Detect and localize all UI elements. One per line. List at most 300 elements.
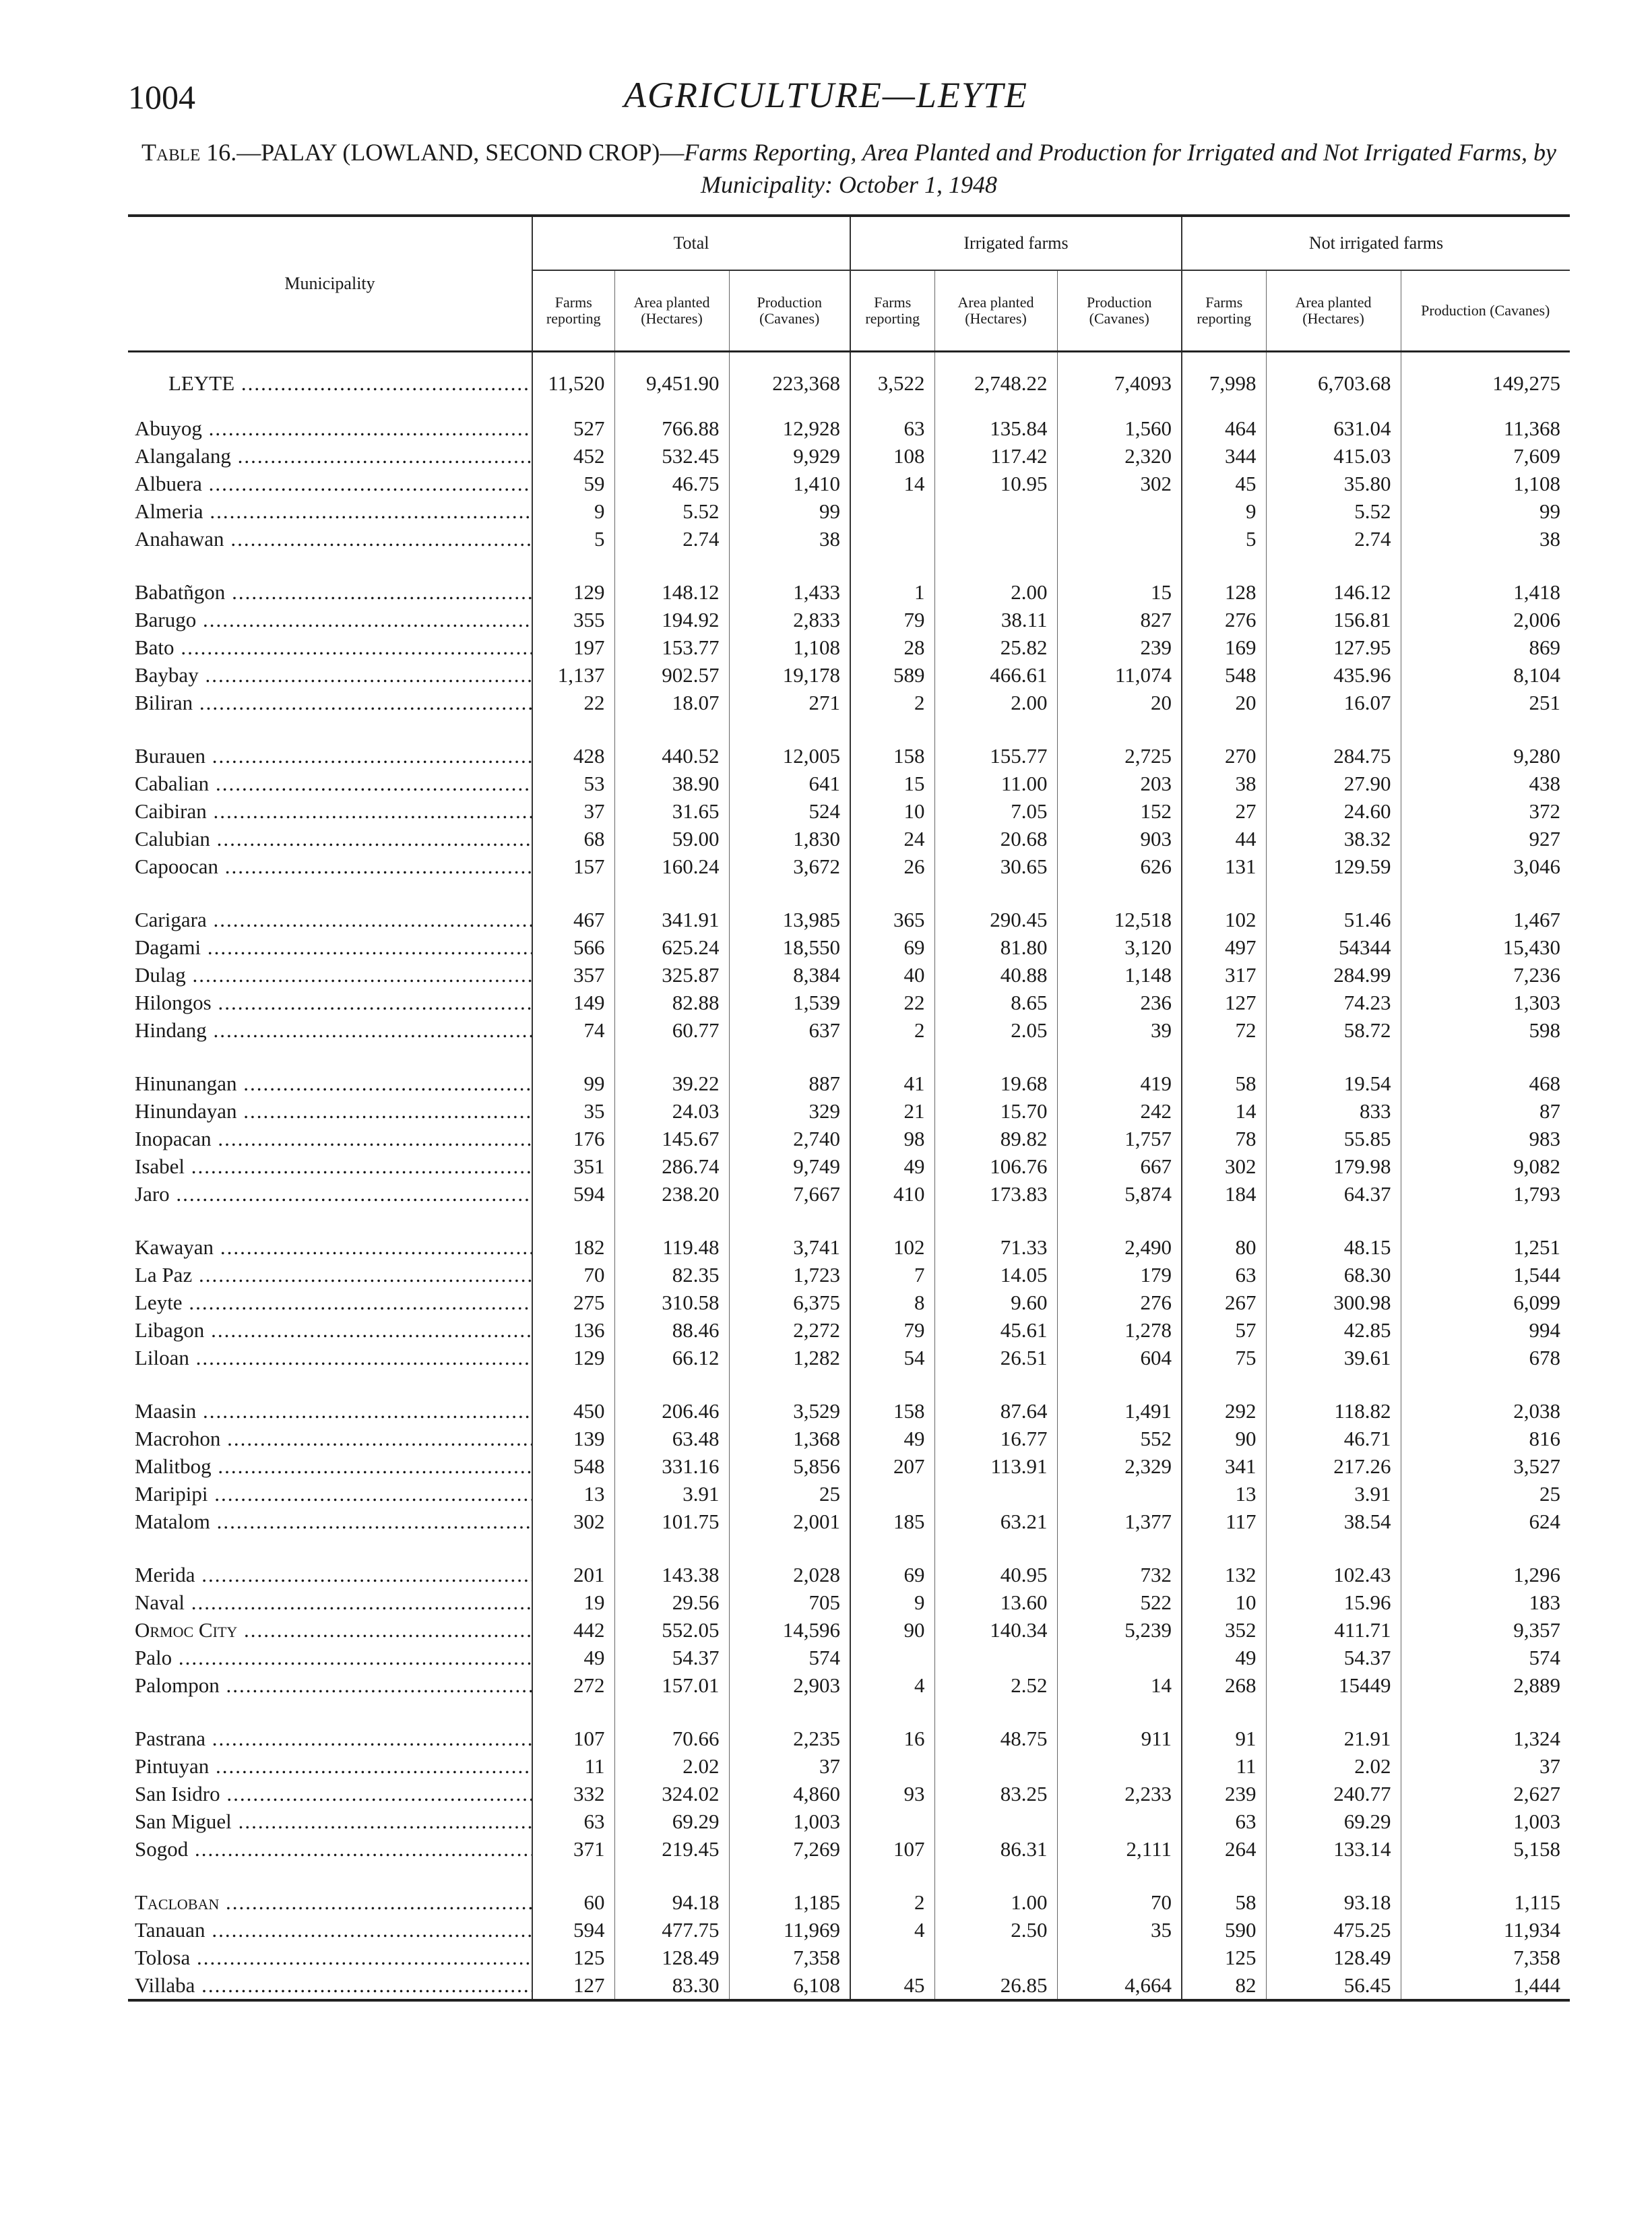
table-cell: 7.05 bbox=[934, 797, 1057, 825]
table-cell: 3,527 bbox=[1401, 1452, 1570, 1480]
table-cell: 589 bbox=[850, 661, 934, 689]
table-row bbox=[128, 1971, 1570, 2000]
table-cell: 276 bbox=[1057, 1289, 1182, 1316]
table-cell: 2,740 bbox=[729, 1125, 850, 1152]
table-row bbox=[128, 1752, 1570, 1780]
table-cell: 14,596 bbox=[729, 1616, 850, 1644]
table-cell: 641 bbox=[729, 770, 850, 797]
table-cell: 911 bbox=[1057, 1699, 1182, 1752]
table-cell: 99 bbox=[729, 497, 850, 525]
table-row bbox=[128, 1097, 1570, 1125]
municipality-name: Jaro ..... bbox=[128, 1180, 532, 1208]
table-cell: 590 bbox=[1182, 1916, 1266, 1944]
table-cell: 2.74 bbox=[614, 525, 729, 553]
table-cell: 39.61 bbox=[1266, 1344, 1401, 1371]
table-cell: 37 bbox=[532, 797, 614, 825]
table-cell: 833 bbox=[1266, 1097, 1401, 1125]
municipality-name: Baybay ..... bbox=[128, 661, 532, 689]
table-cell: 21 bbox=[850, 1097, 934, 1125]
table-cell: 93 bbox=[850, 1780, 934, 1808]
municipality-name: Alangalang ..... bbox=[128, 442, 532, 470]
table-cell: 2,833 bbox=[729, 606, 850, 634]
table-cell: 467 bbox=[532, 880, 614, 933]
table-title: —PALAY (LOWLAND, SECOND CROP)— bbox=[236, 139, 685, 166]
table-cell bbox=[1057, 497, 1182, 525]
table-cell: 156.81 bbox=[1266, 606, 1401, 634]
table-cell: 16.77 bbox=[934, 1425, 1057, 1452]
table-cell: 48.15 bbox=[1266, 1208, 1401, 1261]
table-cell: 135.84 bbox=[934, 414, 1057, 442]
table-cell: 452 bbox=[532, 442, 614, 470]
table-cell: 371 bbox=[532, 1835, 614, 1863]
table-cell: 20 bbox=[1182, 689, 1266, 716]
table-cell bbox=[1057, 1752, 1182, 1780]
table-cell: 2.02 bbox=[1266, 1752, 1401, 1780]
table-caption bbox=[128, 136, 1570, 201]
table-cell: 25 bbox=[1401, 1480, 1570, 1508]
table-cell: 527 bbox=[532, 414, 614, 442]
table-cell bbox=[850, 497, 934, 525]
total-name: LEYTE ..... bbox=[128, 352, 532, 415]
table-cell: 94.18 bbox=[614, 1863, 729, 1916]
table-row bbox=[128, 1699, 1570, 1752]
table-cell: 2.74 bbox=[1266, 525, 1401, 553]
table-cell: 5,239 bbox=[1057, 1616, 1182, 1644]
table-cell: 3,672 bbox=[729, 853, 850, 880]
table-cell: 1,467 bbox=[1401, 880, 1570, 933]
municipality-name: Maripipi ..... bbox=[128, 1480, 532, 1508]
table-cell: 70.66 bbox=[614, 1699, 729, 1752]
table-cell: 81.80 bbox=[934, 933, 1057, 961]
table-cell: 341.91 bbox=[614, 880, 729, 933]
table-cell: 87 bbox=[1401, 1097, 1570, 1125]
municipality-name: Liloan ..... bbox=[128, 1344, 532, 1371]
table-row bbox=[128, 606, 1570, 634]
table-cell: 102 bbox=[850, 1208, 934, 1261]
table-cell: 1,410 bbox=[729, 470, 850, 497]
table-cell: 11,969 bbox=[729, 1916, 850, 1944]
table-cell: 5,874 bbox=[1057, 1180, 1182, 1208]
table-cell: 20.68 bbox=[934, 825, 1057, 853]
table-cell: 2.02 bbox=[614, 1752, 729, 1780]
table-cell: 72 bbox=[1182, 1016, 1266, 1044]
table-cell: 39.22 bbox=[614, 1044, 729, 1097]
total-cell: 9,451.90 bbox=[614, 352, 729, 415]
table-cell: 143.38 bbox=[614, 1535, 729, 1588]
table-cell: 14.05 bbox=[934, 1261, 1057, 1289]
table-cell: 60.77 bbox=[614, 1016, 729, 1044]
municipality-name: Hinunangan ..... bbox=[128, 1044, 532, 1097]
table-cell: 271 bbox=[729, 689, 850, 716]
table-row bbox=[128, 1425, 1570, 1452]
table-cell: 13 bbox=[532, 1480, 614, 1508]
table-cell: 86.31 bbox=[934, 1835, 1057, 1863]
table-cell bbox=[934, 1644, 1057, 1671]
table-cell: 4 bbox=[850, 1916, 934, 1944]
table-cell: 20 bbox=[1057, 689, 1182, 716]
table-row bbox=[128, 1780, 1570, 1808]
table-cell: 14 bbox=[1057, 1671, 1182, 1699]
table-cell: 983 bbox=[1401, 1125, 1570, 1152]
table-row bbox=[128, 1480, 1570, 1508]
table-cell: 1,148 bbox=[1057, 961, 1182, 989]
table-cell: 310.58 bbox=[614, 1289, 729, 1316]
municipality-name: Hinundayan ..... bbox=[128, 1097, 532, 1125]
table-cell: 344 bbox=[1182, 442, 1266, 470]
table-cell: 552.05 bbox=[614, 1616, 729, 1644]
table-cell: 183 bbox=[1401, 1588, 1570, 1616]
municipality-name: Maasin ..... bbox=[128, 1371, 532, 1425]
table-cell: 8.65 bbox=[934, 989, 1057, 1016]
table-cell: 1,251 bbox=[1401, 1208, 1570, 1261]
table-cell: 46.75 bbox=[614, 470, 729, 497]
table-cell bbox=[850, 1944, 934, 1971]
municipality-name: Calubian ..... bbox=[128, 825, 532, 853]
table-row bbox=[128, 634, 1570, 661]
table-cell: 902.57 bbox=[614, 661, 729, 689]
municipality-name: Babatñgon ..... bbox=[128, 553, 532, 606]
col-header-farms: Farms reporting bbox=[532, 270, 614, 352]
table-cell: 99 bbox=[532, 1044, 614, 1097]
table-cell: 82.88 bbox=[614, 989, 729, 1016]
table-cell: 15.96 bbox=[1266, 1588, 1401, 1616]
municipality-name: Anahawan ..... bbox=[128, 525, 532, 553]
table-row bbox=[128, 933, 1570, 961]
table-cell: 157.01 bbox=[614, 1671, 729, 1699]
table-cell: 63 bbox=[532, 1808, 614, 1835]
table-cell: 450 bbox=[532, 1371, 614, 1425]
table-row bbox=[128, 689, 1570, 716]
table-cell: 8 bbox=[850, 1289, 934, 1316]
table-cell bbox=[934, 497, 1057, 525]
table-cell: 637 bbox=[729, 1016, 850, 1044]
table-row bbox=[128, 961, 1570, 989]
table-cell: 118.82 bbox=[1266, 1371, 1401, 1425]
table-cell: 38.11 bbox=[934, 606, 1057, 634]
table-cell: 131 bbox=[1182, 853, 1266, 880]
municipality-name: Sogod ..... bbox=[128, 1835, 532, 1863]
table-cell: 275 bbox=[532, 1289, 614, 1316]
table-cell: 66.12 bbox=[614, 1344, 729, 1371]
table-cell: 419 bbox=[1057, 1044, 1182, 1097]
table-cell: 6,375 bbox=[729, 1289, 850, 1316]
table-cell: 3,046 bbox=[1401, 853, 1570, 880]
table-cell: 26.85 bbox=[934, 1971, 1057, 2000]
table-row bbox=[128, 1588, 1570, 1616]
table-row bbox=[128, 1208, 1570, 1261]
table-cell: 90 bbox=[1182, 1425, 1266, 1452]
table-cell: 9,929 bbox=[729, 442, 850, 470]
table-cell: 2,889 bbox=[1401, 1671, 1570, 1699]
table-row bbox=[128, 1044, 1570, 1097]
table-row bbox=[128, 1261, 1570, 1289]
table-cell: 19.68 bbox=[934, 1044, 1057, 1097]
table-cell: 51.46 bbox=[1266, 880, 1401, 933]
table-cell: 12,518 bbox=[1057, 880, 1182, 933]
table-cell: 1,185 bbox=[729, 1863, 850, 1916]
table-cell: 74 bbox=[532, 1016, 614, 1044]
table-cell: 332 bbox=[532, 1780, 614, 1808]
table-row bbox=[128, 525, 1570, 553]
municipality-name: Hilongos ..... bbox=[128, 989, 532, 1016]
table-cell: 128 bbox=[1182, 553, 1266, 606]
table-cell: 267 bbox=[1182, 1289, 1266, 1316]
table-number: Table 16. bbox=[141, 139, 237, 166]
table-row bbox=[128, 497, 1570, 525]
table-cell: 127.95 bbox=[1266, 634, 1401, 661]
table-cell: 11.00 bbox=[934, 770, 1057, 797]
table-cell: 70 bbox=[1057, 1863, 1182, 1916]
table-cell: 113.91 bbox=[934, 1452, 1057, 1480]
table-cell: 63 bbox=[850, 414, 934, 442]
table-cell: 1,368 bbox=[729, 1425, 850, 1452]
table-cell: 869 bbox=[1401, 634, 1570, 661]
table-cell: 140.34 bbox=[934, 1616, 1057, 1644]
table-cell: 129 bbox=[532, 553, 614, 606]
table-cell: 133.14 bbox=[1266, 1835, 1401, 1863]
table-cell: 7 bbox=[850, 1261, 934, 1289]
table-cell: 927 bbox=[1401, 825, 1570, 853]
table-cell: 22 bbox=[532, 689, 614, 716]
table-cell: 2,627 bbox=[1401, 1780, 1570, 1808]
table-cell: 236 bbox=[1057, 989, 1182, 1016]
table-cell: 35 bbox=[532, 1097, 614, 1125]
table-cell: 428 bbox=[532, 716, 614, 770]
table-cell: 88.46 bbox=[614, 1316, 729, 1344]
total-cell: 223,368 bbox=[729, 352, 850, 415]
table-cell: 80 bbox=[1182, 1208, 1266, 1261]
table-cell: 87.64 bbox=[934, 1371, 1057, 1425]
table-cell: 15 bbox=[850, 770, 934, 797]
municipality-name: Leyte ..... bbox=[128, 1289, 532, 1316]
table-cell: 102 bbox=[1182, 880, 1266, 933]
table-cell: 2,028 bbox=[729, 1535, 850, 1588]
table-cell: 2,490 bbox=[1057, 1208, 1182, 1261]
table-cell: 207 bbox=[850, 1452, 934, 1480]
table-cell: 11 bbox=[1182, 1752, 1266, 1780]
table-cell: 129.59 bbox=[1266, 853, 1401, 880]
table-cell: 203 bbox=[1057, 770, 1182, 797]
table-cell: 54.37 bbox=[614, 1644, 729, 1671]
table-cell: 70 bbox=[532, 1261, 614, 1289]
table-row bbox=[128, 1916, 1570, 1944]
municipality-name: Almeria ..... bbox=[128, 497, 532, 525]
table-cell: 63.21 bbox=[934, 1508, 1057, 1535]
table-cell: 2.00 bbox=[934, 553, 1057, 606]
table-cell: 475.25 bbox=[1266, 1916, 1401, 1944]
table-cell: 201 bbox=[532, 1535, 614, 1588]
table-cell bbox=[1057, 1808, 1182, 1835]
table-row bbox=[128, 553, 1570, 606]
table-cell: 1,108 bbox=[1401, 470, 1570, 497]
table-row bbox=[128, 1863, 1570, 1916]
table-cell: 44 bbox=[1182, 825, 1266, 853]
page-title: AGRICULTURE—LEYTE bbox=[624, 75, 1028, 115]
table-cell: 106.76 bbox=[934, 1152, 1057, 1180]
municipality-header: Municipality bbox=[128, 216, 532, 352]
table-cell: 264 bbox=[1182, 1835, 1266, 1863]
table-cell: 125 bbox=[532, 1944, 614, 1971]
table-cell: 75 bbox=[1182, 1344, 1266, 1371]
table-cell: 270 bbox=[1182, 716, 1266, 770]
table-cell: 217.26 bbox=[1266, 1452, 1401, 1480]
table-cell: 351 bbox=[532, 1152, 614, 1180]
palay-table bbox=[128, 214, 1570, 2002]
municipality-name: San Isidro ..... bbox=[128, 1780, 532, 1808]
table-cell: 129 bbox=[532, 1344, 614, 1371]
group-header-total: Total bbox=[532, 216, 850, 270]
table-row bbox=[128, 414, 1570, 442]
table-cell: 548 bbox=[532, 1452, 614, 1480]
table-cell: 45 bbox=[1182, 470, 1266, 497]
table-cell: 64.37 bbox=[1266, 1180, 1401, 1208]
table-cell: 324.02 bbox=[614, 1780, 729, 1808]
table-cell: 117.42 bbox=[934, 442, 1057, 470]
total-cell: 2,748.22 bbox=[934, 352, 1057, 415]
table-cell: 8,384 bbox=[729, 961, 850, 989]
table-cell: 15449 bbox=[1266, 1671, 1401, 1699]
municipality-name: Burauen ..... bbox=[128, 716, 532, 770]
table-cell: 624 bbox=[1401, 1508, 1570, 1535]
table-cell: 15,430 bbox=[1401, 933, 1570, 961]
table-cell: 331.16 bbox=[614, 1452, 729, 1480]
table-cell: 2,111 bbox=[1057, 1835, 1182, 1863]
table-cell: 574 bbox=[729, 1644, 850, 1671]
table-cell: 272 bbox=[532, 1671, 614, 1699]
table-cell: 1,108 bbox=[729, 634, 850, 661]
municipality-name: Libagon ..... bbox=[128, 1316, 532, 1344]
table-cell: 38 bbox=[729, 525, 850, 553]
municipality-name: Caibiran ..... bbox=[128, 797, 532, 825]
col-header-farms: Farms reporting bbox=[1182, 270, 1266, 352]
table-cell: 497 bbox=[1182, 933, 1266, 961]
municipality-name: Villaba ..... bbox=[128, 1971, 532, 2000]
table-cell: 4 bbox=[850, 1671, 934, 1699]
table-cell: 63.48 bbox=[614, 1425, 729, 1452]
table-row bbox=[128, 1371, 1570, 1425]
table-cell: 184 bbox=[1182, 1180, 1266, 1208]
table-cell: 5,158 bbox=[1401, 1835, 1570, 1863]
table-row bbox=[128, 853, 1570, 880]
municipality-name: Inopacan ..... bbox=[128, 1125, 532, 1152]
table-cell: 69 bbox=[850, 933, 934, 961]
table-cell: 9 bbox=[850, 1588, 934, 1616]
col-header-area: Area planted (Hectares) bbox=[1266, 270, 1401, 352]
table-cell: 239 bbox=[1182, 1780, 1266, 1808]
table-row bbox=[128, 1808, 1570, 1835]
table-cell: 598 bbox=[1401, 1016, 1570, 1044]
table-row bbox=[128, 1535, 1570, 1588]
table-cell: 91 bbox=[1182, 1699, 1266, 1752]
table-cell: 2.52 bbox=[934, 1671, 1057, 1699]
table-cell: 78 bbox=[1182, 1125, 1266, 1152]
table-cell: 1,282 bbox=[729, 1344, 850, 1371]
table-row bbox=[128, 797, 1570, 825]
table-cell: 158 bbox=[850, 1371, 934, 1425]
table-cell: 63 bbox=[1182, 1808, 1266, 1835]
table-cell: 705 bbox=[729, 1588, 850, 1616]
table-cell: 39 bbox=[1057, 1016, 1182, 1044]
table-cell: 5 bbox=[532, 525, 614, 553]
table-cell: 290.45 bbox=[934, 880, 1057, 933]
table-cell: 19,178 bbox=[729, 661, 850, 689]
table-cell: 302 bbox=[1182, 1152, 1266, 1180]
table-cell: 532.45 bbox=[614, 442, 729, 470]
table-cell: 372 bbox=[1401, 797, 1570, 825]
table-cell: 160.24 bbox=[614, 853, 729, 880]
table-cell: 268 bbox=[1182, 1671, 1266, 1699]
total-cell: 6,703.68 bbox=[1266, 352, 1401, 415]
table-cell: 41 bbox=[850, 1044, 934, 1097]
table-cell: 292 bbox=[1182, 1371, 1266, 1425]
table-cell: 56.45 bbox=[1266, 1971, 1401, 2000]
table-cell: 148.12 bbox=[614, 553, 729, 606]
table-cell: 119.48 bbox=[614, 1208, 729, 1261]
table-cell bbox=[934, 525, 1057, 553]
table-cell: 206.46 bbox=[614, 1371, 729, 1425]
table-cell: 38 bbox=[1401, 525, 1570, 553]
table-cell: 329 bbox=[729, 1097, 850, 1125]
table-cell: 22 bbox=[850, 989, 934, 1016]
table-cell: 79 bbox=[850, 1316, 934, 1344]
table-cell: 11,368 bbox=[1401, 414, 1570, 442]
table-cell: 24.03 bbox=[614, 1097, 729, 1125]
municipality-name: Cabalian ..... bbox=[128, 770, 532, 797]
table-cell: 152 bbox=[1057, 797, 1182, 825]
table-cell: 827 bbox=[1057, 606, 1182, 634]
group-header-not-irrigated: Not irrigated farms bbox=[1182, 216, 1570, 270]
table-cell: 2,038 bbox=[1401, 1371, 1570, 1425]
col-header-area: Area planted (Hectares) bbox=[934, 270, 1057, 352]
table-cell bbox=[1057, 1480, 1182, 1508]
municipality-name: Tanauan ..... bbox=[128, 1916, 532, 1944]
table-subtitle: Farms Reporting, Area Planted and Production for Irrigated and Not Irrigated Farms, by Municipality: October 1, 1948 bbox=[684, 139, 1556, 198]
table-cell: 69.29 bbox=[1266, 1808, 1401, 1835]
municipality-name: Biliran ..... bbox=[128, 689, 532, 716]
col-header-farms: Farms reporting bbox=[850, 270, 934, 352]
table-cell: 30.65 bbox=[934, 853, 1057, 880]
total-cell: 149,275 bbox=[1401, 352, 1570, 415]
table-cell: 14 bbox=[850, 470, 934, 497]
table-cell: 766.88 bbox=[614, 414, 729, 442]
table-cell: 16 bbox=[850, 1699, 934, 1752]
table-cell: 477.75 bbox=[614, 1916, 729, 1944]
table-cell: 1 bbox=[850, 553, 934, 606]
municipality-name: Palo ..... bbox=[128, 1644, 532, 1671]
table-cell: 286.74 bbox=[614, 1152, 729, 1180]
table-cell: 7,269 bbox=[729, 1835, 850, 1863]
table-row bbox=[128, 470, 1570, 497]
table-cell: 1,539 bbox=[729, 989, 850, 1016]
table-cell: 55.85 bbox=[1266, 1125, 1401, 1152]
table-cell: 9,082 bbox=[1401, 1152, 1570, 1180]
table-row bbox=[128, 1152, 1570, 1180]
table-cell: 2,235 bbox=[729, 1699, 850, 1752]
table-row bbox=[128, 1316, 1570, 1344]
table-cell: 82 bbox=[1182, 1971, 1266, 2000]
table-cell: 1,491 bbox=[1057, 1371, 1182, 1425]
table-cell: 903 bbox=[1057, 825, 1182, 853]
table-cell: 153.77 bbox=[614, 634, 729, 661]
table-cell: 2,329 bbox=[1057, 1452, 1182, 1480]
table-cell: 25.82 bbox=[934, 634, 1057, 661]
table-cell: 1,757 bbox=[1057, 1125, 1182, 1152]
municipality-name: Malitbog ..... bbox=[128, 1452, 532, 1480]
table-cell: 284.75 bbox=[1266, 716, 1401, 770]
table-cell: 158 bbox=[850, 716, 934, 770]
table-cell: 173.83 bbox=[934, 1180, 1057, 1208]
municipality-name: Tacloban ..... bbox=[128, 1863, 532, 1916]
